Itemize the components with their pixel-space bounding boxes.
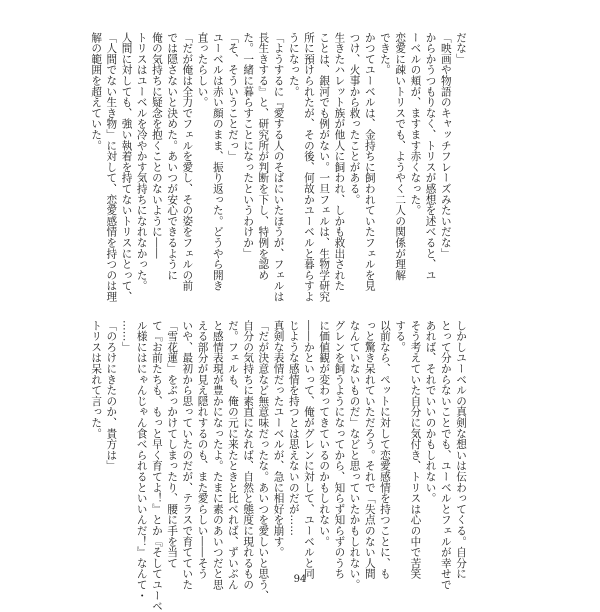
text-column: 所に預けられたが、その後、何故かユーベルと暮らすよ <box>302 32 315 302</box>
text-column: ――かといって、俺がグレンに対して、ユーベルと同 <box>302 320 315 580</box>
text-column: 生きたハレット族が他人に飼われ、しかも救出された <box>333 32 346 292</box>
text-column: 長生きする』と、研究所が判断を下し、特例を認め <box>257 32 270 281</box>
text-column: ーベルの頬が、ますます赤くなった。 <box>409 32 422 216</box>
text-column: 解の範囲を超えていた。 <box>90 32 103 151</box>
text-column: だな」 <box>455 32 467 65</box>
text-column: なんていないものだ」などと思っていたかもしれない。 <box>348 320 361 590</box>
text-column: っと驚き呆れていただろう。それで「失点のない人間 <box>363 320 376 580</box>
text-column: 「ようするに『愛する人のそばにいたほうが、フェルは <box>272 32 285 302</box>
page-number: 94 <box>293 574 307 585</box>
text-column: 真剣な表情だったユーベルが、急に相好を崩す。 <box>272 320 285 558</box>
text-column: て『お前たちも、もっと早く育てよ！』とか『そしてユーベ <box>150 320 163 612</box>
text-column: 「だが俺は全力でフェルを愛し、その姿をフェルの前 <box>181 32 194 292</box>
text-column: と感情表現が豊かになったよ。たまに素のあいつだと思 <box>211 320 224 590</box>
text-column: ユーベルは赤い顔のまま、振り返った。どうやら開き <box>211 32 224 292</box>
text-column: いや、最初から思っていたのだが、テラスで育てていた <box>181 320 194 590</box>
upper-text-block <box>90 32 468 302</box>
text-column: 自分の気持ちに素直になれば、自然と態度に現れるもの <box>242 320 255 590</box>
text-column: 「人間でない生き物」に対して、恋愛感情を持つのは理 <box>105 32 118 302</box>
text-column: 俺の気持ちに疑念を抱くことのないように―― <box>150 32 163 259</box>
text-column: に価値観が変わってきているのかもしれない。 <box>318 320 331 547</box>
text-column: ル様にはにゃんじゃん食べられるといいんだ！』なんて・ <box>135 320 148 601</box>
text-column: あれば、それでいいのかもしれない。 <box>424 320 437 504</box>
text-column: では隠さないと決めた。あいつが安心できるように <box>166 32 179 281</box>
text-column: トリスはユーベルを冷やかす気持ちになれなかった。 <box>135 32 148 292</box>
text-column: できた。 <box>378 32 391 76</box>
text-column: える部分が見え隠れするのも、また愛らしい――そう <box>196 320 209 580</box>
text-column: 以前なら、ペットに対して恋愛感情を持つことに、も <box>378 320 391 580</box>
text-column: そう考えていた自分に気付き、トリスは心の中で苦笑 <box>409 320 422 580</box>
text-column: 「だが決意など無意味だったな。あいつを愛しいと思う、 <box>257 320 270 601</box>
text-column: トリスは呆れて言った。 <box>90 320 103 439</box>
text-column: かつてユーベルは、金持ちに飼われていたフェルを見 <box>363 32 376 292</box>
text-column: グレンを飼うようになってから、知らず知らずのうち <box>333 320 346 580</box>
text-column: だ。フェルも、俺の元に来たときと比べれば、ずいぶん <box>226 320 239 590</box>
text-column: 人間に対しても、強い執着を持てないトリスにとって、 <box>120 32 133 302</box>
text-column: つけ、火事から救ったことがある。 <box>348 32 361 205</box>
text-column: ことは、銀河でも例がない。一旦フェルは、生物学研究 <box>318 32 331 302</box>
text-column: ……」 <box>120 320 133 353</box>
text-column: た。一緒に暮らすことになったというわけか」 <box>242 32 255 259</box>
text-column: 恋愛に疎いトリスでも、ようやく二人の関係が理解 <box>394 32 407 281</box>
text-column: する。 <box>394 320 407 353</box>
text-column: しかしユーベルの真剣な想いは伝わってくる。自分に <box>455 320 467 580</box>
text-column: 「映画や物語のキャッチフレーズみたいだな」 <box>439 32 452 259</box>
text-column: 「のろけにきたのか、貴方は」 <box>105 320 118 472</box>
text-column: とって分からないことでも、ユーベルとフェルが幸せで <box>439 320 452 590</box>
text-column: じような感情を持つとは思えないのだが…… <box>287 320 300 536</box>
text-column: 直ったらしい。 <box>196 32 209 108</box>
text-column: 「雪花蓮」をぶっかけてしまったり、腰に手を当て <box>166 320 179 569</box>
text-column: からかうつもりなく、トリスが感想を述べると、ユ <box>424 32 437 281</box>
text-column: うになった。 <box>287 32 300 97</box>
text-column: 「そ、そういうことだっ」 <box>226 32 239 162</box>
